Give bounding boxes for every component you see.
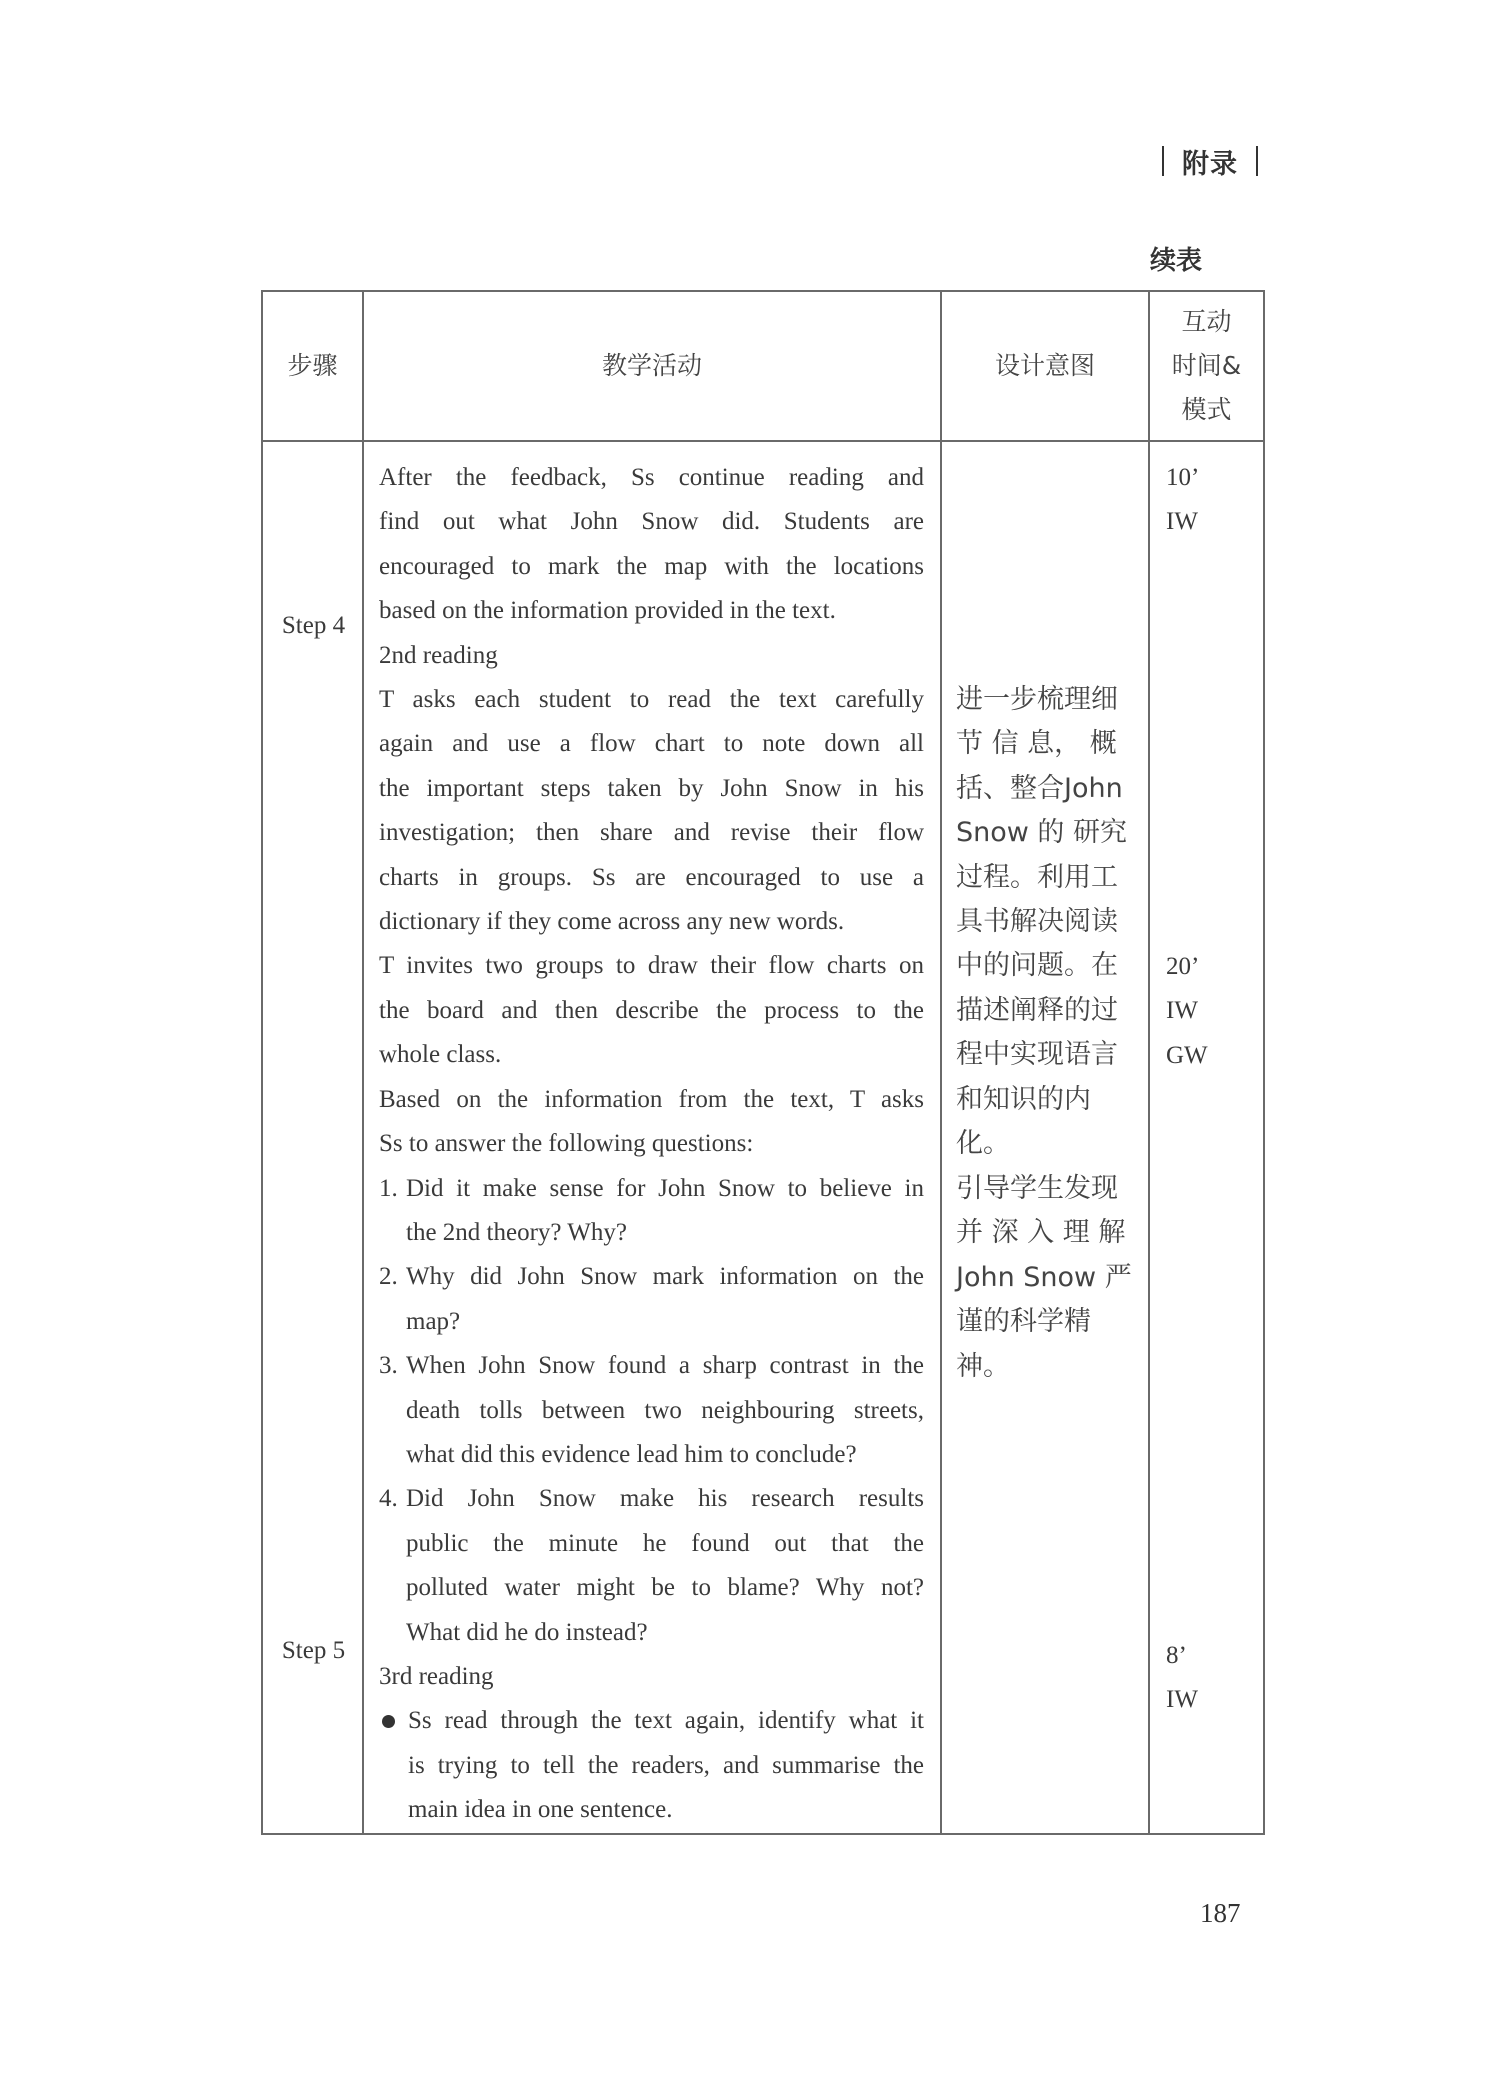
question-number: 1. (379, 1174, 398, 1202)
header-interaction-line1: 互动 (1181, 307, 1232, 336)
question-number: 3. (379, 1352, 398, 1380)
bullet-line: Ss read through the text again, identify what it (408, 1707, 924, 1735)
activity-line: T asks each student to read the text carefully (379, 686, 924, 714)
activity-line: investigation; then share and revise their flow (379, 819, 924, 847)
activity-line: based on the information provided in the text. (379, 597, 836, 625)
intent-line: John Snow 严 (956, 1261, 1132, 1293)
activity-line: find out what John Snow did. Students are (379, 508, 924, 536)
time-block-1 (1166, 456, 1199, 545)
time-block-2 (1166, 945, 1208, 1078)
mode-value: GW (1166, 1041, 1208, 1069)
intent-line: 描述阐释的过 (956, 994, 1118, 1026)
intent-line: 括、整合John (956, 772, 1123, 804)
question-4 (379, 1477, 924, 1655)
intent-line: 中的问题。在 (956, 950, 1118, 982)
activity-line: the board and then describe the process to the (379, 996, 924, 1024)
activity-line: After the feedback, Ss continue reading and (379, 464, 924, 491)
question-line: When John Snow found a sharp contrast in the (406, 1352, 924, 1380)
activity-line: encouraged to mark the map with the locations (379, 552, 924, 580)
question-number: 2. (379, 1263, 398, 1291)
step-4-label: Step 4 (281, 612, 346, 639)
mode-value: IW (1166, 1686, 1198, 1714)
time-mode-cell (1149, 441, 1264, 1834)
header-intent: 设计意图 (941, 291, 1149, 441)
intent-line: 谨的科学精神。 (956, 1306, 1091, 1382)
mode-value: IW (1166, 508, 1198, 536)
bullet-line: is trying to tell the readers, and summarise the (408, 1751, 924, 1779)
question-line: map? (406, 1307, 461, 1335)
step-5-label: Step 5 (281, 1637, 346, 1664)
activity-cell (363, 441, 941, 1834)
intent-line: 过程。利用工 (956, 861, 1118, 893)
third-reading-heading: 3rd reading (379, 1662, 494, 1690)
intent-cell (941, 441, 1149, 1834)
activity-line: whole class. (379, 1041, 502, 1069)
question-number: 4. (379, 1485, 398, 1513)
question-1 (379, 1167, 924, 1256)
question-line: What did he do instead? (406, 1618, 648, 1646)
activity-line: T invites two groups to draw their flow charts on (379, 952, 924, 980)
question-line: death tolls between two neighbouring streets, (406, 1396, 924, 1424)
table-header-row (262, 291, 1264, 441)
intent-line: 并 深 入 理 解 (956, 1217, 1126, 1249)
running-header (1150, 138, 1270, 184)
intent-line: 引导学生发现 (956, 1173, 1118, 1204)
mode-value: IW (1166, 997, 1198, 1025)
bullet-line: main idea in one sentence. (408, 1796, 673, 1824)
header-step: 步骤 (262, 291, 363, 441)
activity-line: again and use a flow chart to note down all (379, 730, 924, 758)
intent-line: 具书解决阅读 (956, 906, 1118, 938)
question-line: public the minute he found out that the (406, 1529, 924, 1557)
header-right-rule (1256, 146, 1258, 176)
question-line: Did John Snow make his research results (406, 1485, 924, 1513)
header-interaction (1149, 291, 1264, 441)
intent-line: 和知识的内化。 (956, 1083, 1091, 1160)
header-interaction-line2: 时间& (1171, 351, 1242, 380)
intent-line: 进一步梳理细 (956, 684, 1118, 715)
activity-line: Based on the information from the text, T asks (379, 1085, 924, 1113)
table-row (262, 441, 1264, 1834)
time-value: 20’ (1166, 953, 1200, 980)
question-3 (379, 1344, 924, 1477)
activity-line: dictionary if they come across any new words. (379, 908, 845, 936)
step-cell (262, 441, 363, 1834)
bullet-item (379, 1699, 924, 1832)
intent-line: 程中实现语言 (956, 1039, 1118, 1071)
activity-line: Ss to answer the following questions: (379, 1130, 754, 1158)
page-number: 187 (1200, 1898, 1241, 1928)
second-reading-heading: 2nd reading (379, 641, 498, 669)
intent-block-1 (956, 678, 1134, 1166)
question-line: Why did John Snow mark information on the (406, 1263, 924, 1291)
question-line: the 2nd theory? Why? (406, 1218, 627, 1246)
intent-line: Snow 的 研究 (956, 817, 1128, 849)
question-line: Did it make sense for John Snow to believe in (406, 1174, 924, 1202)
time-value: 8’ (1166, 1642, 1187, 1669)
question-2 (379, 1255, 924, 1344)
header-activity: 教学活动 (363, 291, 941, 441)
header-interaction-line3: 模式 (1181, 395, 1232, 424)
lesson-plan-table (261, 290, 1265, 1835)
question-line: polluted water might be to blame? Why not? (406, 1574, 924, 1602)
section-label: 附录 (1182, 148, 1238, 180)
continued-table-label: 续表 (1150, 246, 1203, 276)
activity-line: the important steps taken by John Snow in his (379, 774, 924, 802)
question-line: what did this evidence lead him to conclude? (406, 1440, 857, 1468)
intent-line: 节 信 息， 概 (956, 728, 1117, 760)
time-value: 10’ (1166, 464, 1200, 491)
bullet-dot-icon (382, 1715, 395, 1728)
activity-line: charts in groups. Ss are encouraged to use a (379, 863, 924, 891)
intent-block-2 (956, 1167, 1134, 1389)
time-block-3 (1166, 1634, 1198, 1723)
